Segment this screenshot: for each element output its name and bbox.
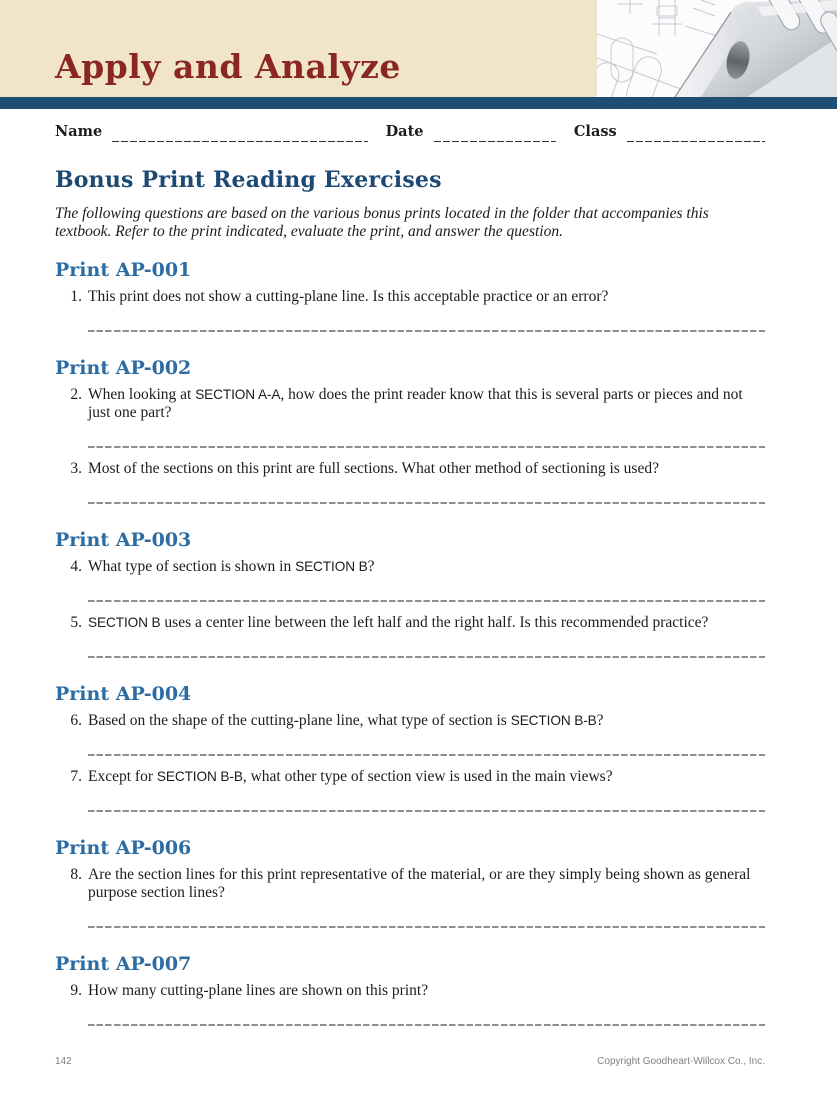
answer-line[interactable] [88,926,765,928]
name-label: Name [55,123,103,140]
question-number: 5. [70,614,82,631]
question-text: Are the section lines for this print representative of the material, or are they simply being shown as general purpose section lines? [88,866,751,901]
answer-line[interactable] [88,600,765,602]
question-text: What type of section is shown in SECTION B? [88,558,375,575]
question-text: This print does not show a cutting-plane line. Is this acceptable practice or an error? [88,288,609,305]
question [55,288,765,306]
class-label: Class [573,123,617,140]
answer-line[interactable] [88,1024,765,1026]
section-title: Print AP-001 [55,259,192,281]
question-number: 6. [70,712,82,729]
banner-title: Apply and Analyze [55,47,401,86]
question [55,386,765,422]
section-title: Print AP-007 [55,953,192,975]
question-number: 4. [70,558,82,575]
print-section [55,260,765,332]
page-footer [55,1056,765,1067]
print-section [55,838,765,928]
question-number: 8. [70,866,82,883]
answer-line[interactable] [88,754,765,756]
student-info-row [55,123,765,142]
answer-line[interactable] [88,446,765,448]
worksheet-body [0,123,837,1026]
worksheet-title: Bonus Print Reading Exercises [55,167,442,193]
question-number: 9. [70,982,82,999]
question [55,558,765,576]
question-text: Based on the shape of the cutting-plane line, what type of section is SECTION B-B? [88,712,604,729]
question-text: How many cutting-plane lines are shown on this print? [88,982,429,999]
question-number: 7. [70,768,82,785]
question-number: 3. [70,460,82,477]
class-field-line[interactable] [627,128,765,142]
section-title: Print AP-003 [55,529,192,551]
sections-container [55,260,765,1026]
answer-line[interactable] [88,330,765,332]
name-field-line[interactable] [112,128,367,142]
print-section [55,358,765,504]
question [55,768,765,786]
copyright-text: Copyright Goodheart-Willcox Co., Inc. [597,1056,765,1067]
question-text: Except for SECTION B-B, what other type of section view is used in the main views? [88,768,613,785]
question-number: 1. [70,288,82,305]
date-label: Date [385,123,424,140]
section-title: Print AP-002 [55,357,192,379]
question [55,982,765,1000]
machined-part-photo [597,0,837,97]
banner-rule [0,97,837,109]
print-section [55,954,765,1026]
question-text: Most of the sections on this print are full sections. What other method of sectioning is used? [88,460,659,477]
question [55,614,765,632]
answer-line[interactable] [88,502,765,504]
question-text: When looking at SECTION A-A, how does the print reader know that this is several parts or pieces and not just one part? [88,386,743,421]
question-text: SECTION B uses a center line between the left half and the right half. Is this recommended practice? [88,614,709,631]
date-field-line[interactable] [434,128,556,142]
question [55,712,765,730]
worksheet-intro: The following questions are based on the various bonus prints located in the folder that accompanies this textbook. Refer to the print indicated, evaluate the print, and answer the question. [55,205,709,240]
question [55,866,765,902]
print-section [55,530,765,658]
question [55,460,765,478]
print-section [55,684,765,812]
page-number: 142 [55,1056,72,1067]
section-title: Print AP-006 [55,837,192,859]
page-banner [0,0,837,97]
question-number: 2. [70,386,82,403]
answer-line[interactable] [88,656,765,658]
section-title: Print AP-004 [55,683,192,705]
answer-line[interactable] [88,810,765,812]
